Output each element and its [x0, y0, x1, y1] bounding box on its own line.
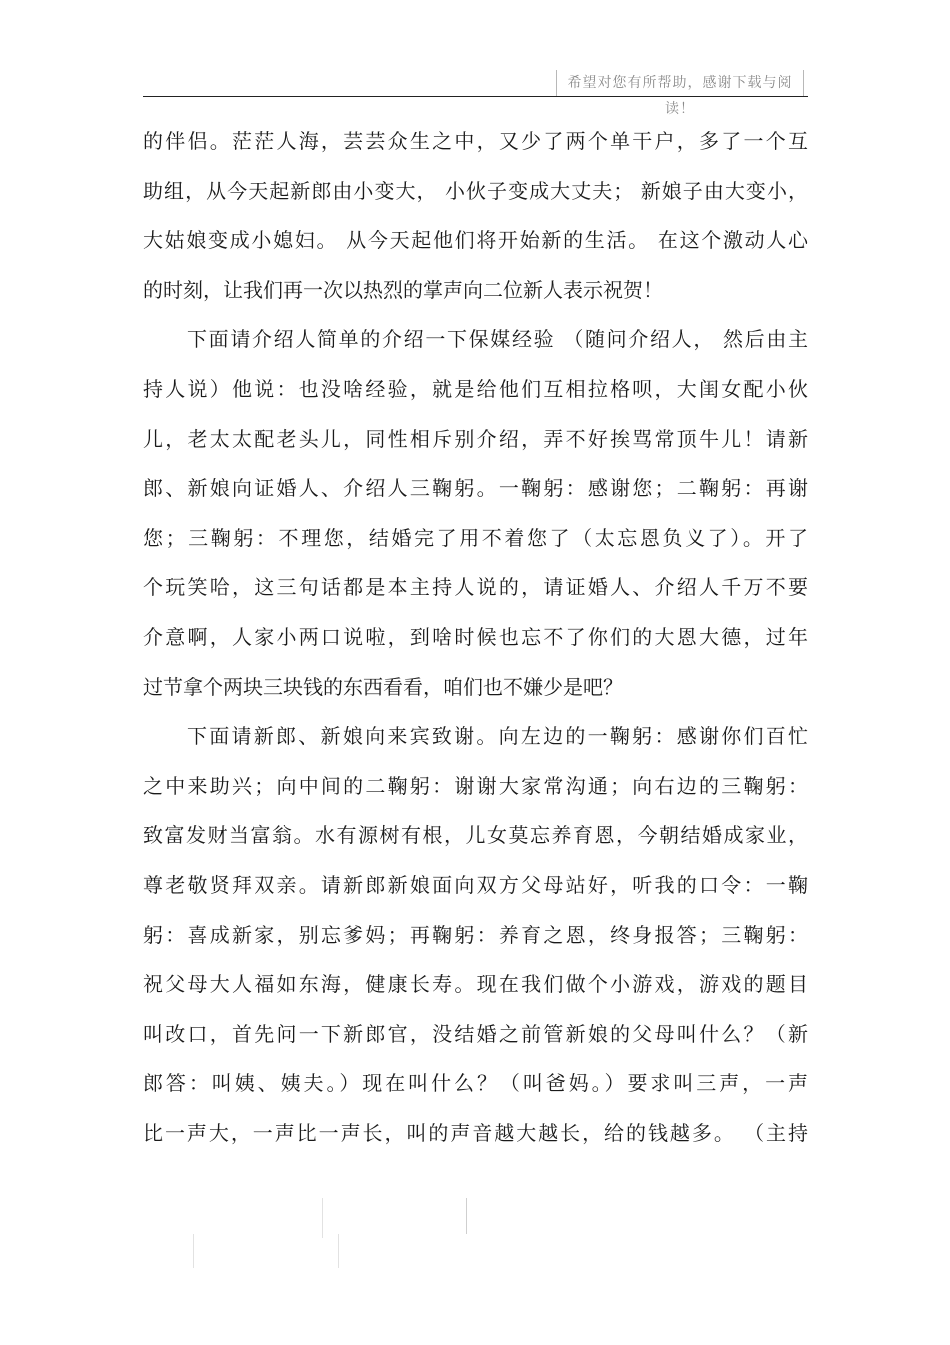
header-rule: [143, 96, 808, 97]
text-line: 致富发财当富翁。水有源树有根，儿女莫忘养育恩，今朝结婚成家业，: [143, 823, 808, 848]
text-line: 叫改口，首先问一下新郎官，没结婚之前管新娘的父母叫什么？（新: [143, 1021, 808, 1046]
text-line: 助组，从今天起新郎由小变大， 小伙子变成大丈夫； 新娘子由大变小，: [143, 178, 808, 203]
text-line: 之中来助兴；向中间的二鞠躬：谢谢大家常沟通；向右边的三鞠躬：: [143, 773, 808, 798]
text-line: 个玩笑哈，这三句话都是本主持人说的，请证婚人、介绍人千万不要: [143, 575, 808, 600]
text-line: 下面请介绍人简单的介绍一下保媒经验 （随问介绍人， 然后由主: [187, 327, 808, 352]
text-line: 郎答：叫姨、姨夫。）现在叫什么？（叫爸妈。）要求叫三声，一声: [143, 1071, 808, 1096]
scan-mark: [338, 1234, 339, 1268]
scan-mark: [322, 1198, 323, 1238]
text-line: 介意啊，人家小两口说啦，到啥时候也忘不了你们的大恩大德，过年: [143, 624, 808, 649]
header-note: 希望对您有所帮助，感谢下载与阅读！: [556, 70, 804, 96]
text-line: 的时刻，让我们再一次以热烈的掌声向二位新人表示祝贺！: [143, 277, 663, 302]
text-line: 尊老敬贤拜双亲。请新郎新娘面向双方父母站好，听我的口令：一鞠: [143, 872, 808, 897]
text-line: 大姑娘变成小媳妇。 从今天起他们将开始新的生活。 在这个激动人心: [143, 228, 808, 253]
text-line: 祝父母大人福如东海，健康长寿。现在我们做个小游戏，游戏的题目: [143, 972, 808, 997]
scan-mark: [193, 1234, 194, 1268]
text-line: 下面请新郎、新娘向来宾致谢。向左边的一鞠躬：感谢你们百忙: [187, 724, 808, 749]
text-line: 持人说）他说：也没啥经验，就是给他们互相拉格呗，大闺女配小伙: [143, 376, 808, 401]
text-line: 郎、新娘向证婚人、介绍人三鞠躬。一鞠躬：感谢您；二鞠躬：再谢: [143, 476, 808, 501]
text-line: 比一声大，一声比一声长，叫的声音越大越长，给的钱越多。 （主持: [143, 1120, 808, 1145]
text-line: 儿，老太太配老头儿，同性相斥别介绍，弄不好挨骂常顶牛儿！请新: [143, 426, 808, 451]
text-line: 过节拿个两块三块钱的东西看看，咱们也不嫌少是吧？: [143, 674, 623, 699]
text-line: 您；三鞠躬：不理您，结婚完了用不着您了（太忘恩负义了）。开了: [143, 525, 808, 550]
text-line: 躬：喜成新家，别忘爹妈；再鞠躬：养育之恩，终身报答；三鞠躬：: [143, 922, 808, 947]
text-line: 的伴侣。茫茫人海，芸芸众生之中，又少了两个单干户，多了一个互: [143, 129, 808, 153]
body-text: [143, 117, 808, 1158]
scan-mark: [466, 1198, 467, 1234]
